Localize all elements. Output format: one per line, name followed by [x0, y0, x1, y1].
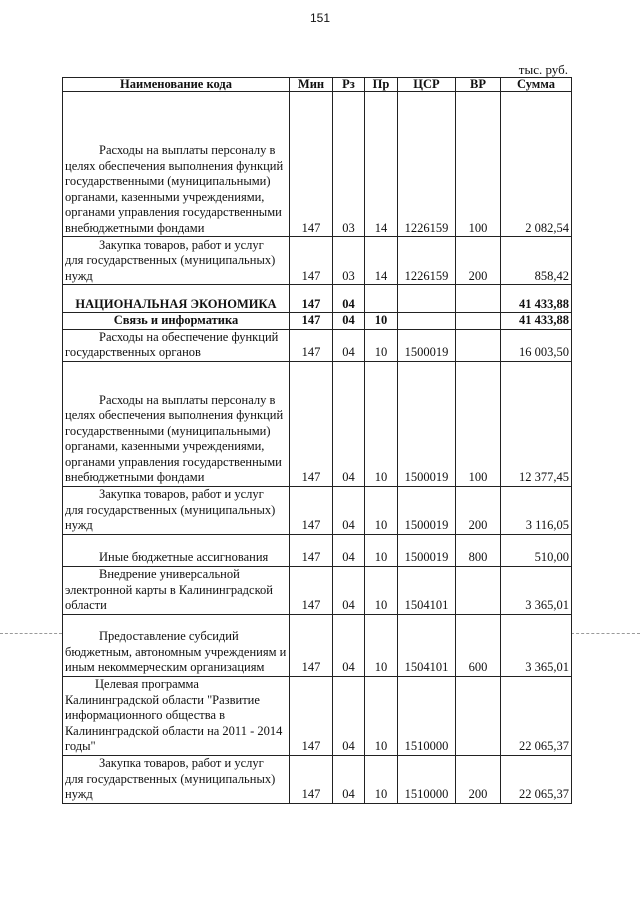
- cell-rz: 04: [333, 534, 365, 566]
- cell-rz: 04: [333, 676, 365, 755]
- row-name: Расходы на выплаты персоналу в целях обеспечения выполнения функций государственными (муниципальными) органами, казенными учреждениями, органами управления государственными внебюджетными фондами: [63, 361, 290, 486]
- cell-pr: 10: [365, 313, 398, 330]
- table-row: [63, 329, 572, 361]
- cell-rz: 04: [333, 329, 365, 361]
- row-name: Расходы на обеспечение функций государственных органов: [63, 329, 290, 361]
- cell-csr: 1226159: [398, 237, 456, 285]
- cell-min: 147: [290, 329, 333, 361]
- cell-sum: 16 003,50: [501, 329, 572, 361]
- table-row: [63, 566, 572, 614]
- col-header-vr: ВР: [456, 78, 501, 92]
- row-name: Предоставление субсидий бюджетным, автономным учреждениям и иным некоммерческим организациям: [63, 614, 290, 676]
- cell-rz: 04: [333, 361, 365, 486]
- col-header-rz: Рз: [333, 78, 365, 92]
- cell-vr: [456, 313, 501, 330]
- col-header-csr: ЦСР: [398, 78, 456, 92]
- cell-csr: 1510000: [398, 676, 456, 755]
- cell-csr: 1226159: [398, 92, 456, 237]
- table-row-section: [63, 285, 572, 313]
- cell-csr: 1500019: [398, 361, 456, 486]
- table-header: [63, 78, 572, 92]
- cell-csr: 1500019: [398, 329, 456, 361]
- cell-rz: 03: [333, 237, 365, 285]
- row-name: Закупка товаров, работ и услуг для государственных (муниципальных) нужд: [63, 486, 290, 534]
- cell-vr: 200: [456, 755, 501, 803]
- cell-pr: 10: [365, 755, 398, 803]
- row-name: НАЦИОНАЛЬНАЯ ЭКОНОМИКА: [63, 285, 290, 313]
- cell-sum: 858,42: [501, 237, 572, 285]
- cell-pr: 10: [365, 486, 398, 534]
- cell-vr: [456, 676, 501, 755]
- table-row: [63, 755, 572, 803]
- cell-vr: 100: [456, 92, 501, 237]
- cell-sum: 510,00: [501, 534, 572, 566]
- cell-sum: 41 433,88: [501, 313, 572, 330]
- cell-vr: [456, 285, 501, 313]
- col-header-name: Наименование кода: [63, 78, 290, 92]
- cell-csr: [398, 313, 456, 330]
- cell-sum: 3 116,05: [501, 486, 572, 534]
- cell-csr: 1504101: [398, 566, 456, 614]
- scan-guide-line: [571, 633, 640, 634]
- cell-sum: 3 365,01: [501, 566, 572, 614]
- cell-csr: 1500019: [398, 486, 456, 534]
- col-header-min: Мин: [290, 78, 333, 92]
- table-row: [63, 534, 572, 566]
- cell-rz: 04: [333, 566, 365, 614]
- cell-pr: 10: [365, 614, 398, 676]
- cell-vr: [456, 566, 501, 614]
- table-row: [63, 676, 572, 755]
- cell-vr: 200: [456, 486, 501, 534]
- cell-vr: 800: [456, 534, 501, 566]
- cell-csr: [398, 285, 456, 313]
- cell-min: 147: [290, 676, 333, 755]
- table-row: [63, 361, 572, 486]
- cell-min: 147: [290, 755, 333, 803]
- cell-vr: [456, 329, 501, 361]
- cell-pr: 14: [365, 92, 398, 237]
- cell-rz: 03: [333, 92, 365, 237]
- scan-guide-line: [0, 633, 62, 634]
- cell-rz: 04: [333, 486, 365, 534]
- table-row: [63, 92, 572, 237]
- cell-pr: 10: [365, 361, 398, 486]
- table-row: [63, 486, 572, 534]
- cell-min: 147: [290, 92, 333, 237]
- cell-min: 147: [290, 361, 333, 486]
- cell-csr: 1500019: [398, 534, 456, 566]
- cell-min: 147: [290, 313, 333, 330]
- cell-min: 147: [290, 614, 333, 676]
- cell-min: 147: [290, 534, 333, 566]
- cell-pr: 14: [365, 237, 398, 285]
- cell-rz: 04: [333, 755, 365, 803]
- row-name: Связь и информатика: [63, 313, 290, 330]
- cell-rz: 04: [333, 313, 365, 330]
- cell-pr: 10: [365, 329, 398, 361]
- cell-sum: 2 082,54: [501, 92, 572, 237]
- cell-pr: 10: [365, 534, 398, 566]
- cell-sum: 22 065,37: [501, 676, 572, 755]
- table-row: [63, 237, 572, 285]
- cell-vr: 200: [456, 237, 501, 285]
- cell-sum: 3 365,01: [501, 614, 572, 676]
- cell-pr: [365, 285, 398, 313]
- row-name: Целевая программа Калининградской области "Развитие информационного общества в Калининградской области на 2011 - 2014 годы": [63, 676, 290, 755]
- row-name: Расходы на выплаты персоналу в целях обеспечения выполнения функций государственными (муниципальными) органами, казенными учреждениями, органами управления государственными внебюджетными фондами: [63, 92, 290, 237]
- row-name: Закупка товаров, работ и услуг для государственных (муниципальных) нужд: [63, 237, 290, 285]
- cell-vr: 600: [456, 614, 501, 676]
- col-header-pr: Пр: [365, 78, 398, 92]
- col-header-sum: Сумма: [501, 78, 572, 92]
- cell-vr: 100: [456, 361, 501, 486]
- cell-csr: 1510000: [398, 755, 456, 803]
- cell-sum: 41 433,88: [501, 285, 572, 313]
- cell-rz: 04: [333, 285, 365, 313]
- table-row: [63, 614, 572, 676]
- cell-pr: 10: [365, 676, 398, 755]
- cell-rz: 04: [333, 614, 365, 676]
- cell-pr: 10: [365, 566, 398, 614]
- cell-sum: 22 065,37: [501, 755, 572, 803]
- unit-label: тыс. руб.: [518, 62, 568, 77]
- budget-table: [62, 77, 572, 804]
- row-name: Закупка товаров, работ и услуг для государственных (муниципальных) нужд: [63, 755, 290, 803]
- cell-min: 147: [290, 285, 333, 313]
- cell-csr: 1504101: [398, 614, 456, 676]
- page-number: 151: [309, 11, 331, 25]
- table-row-subsection: [63, 313, 572, 330]
- cell-min: 147: [290, 486, 333, 534]
- cell-min: 147: [290, 566, 333, 614]
- row-name: Иные бюджетные ассигнования: [63, 534, 290, 566]
- cell-sum: 12 377,45: [501, 361, 572, 486]
- cell-min: 147: [290, 237, 333, 285]
- row-name: Внедрение универсальной электронной карты в Калининградской области: [63, 566, 290, 614]
